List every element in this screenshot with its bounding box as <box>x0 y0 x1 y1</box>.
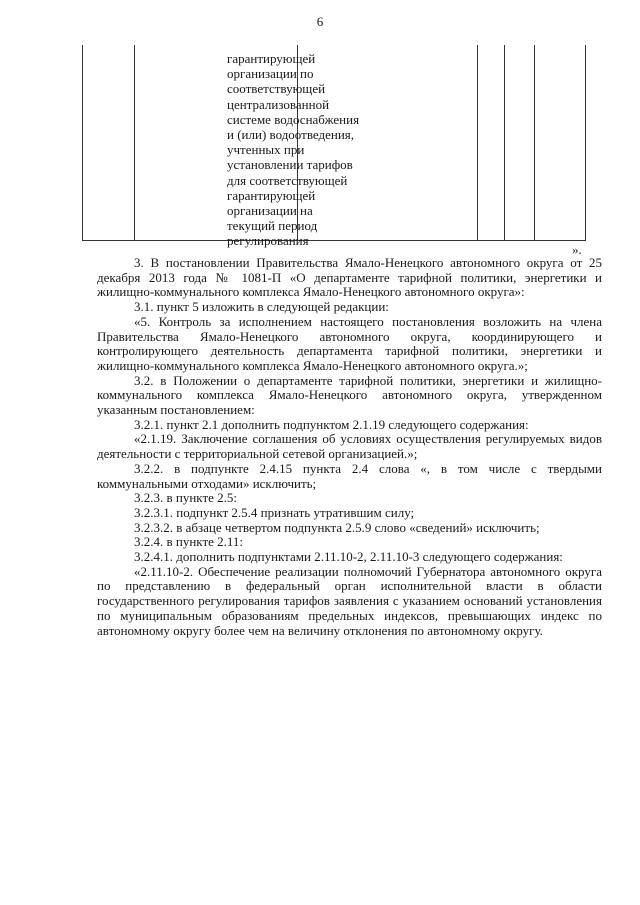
table-column-divider <box>534 45 535 240</box>
paragraph-3-2-2: 3.2.2. в подпункте 2.4.15 пункта 2.4 слова «, в том числе с твердыми коммунальными отходами» исключить; <box>97 460 602 491</box>
table-cell-line: регулирования <box>227 233 309 249</box>
table-cell-line: гарантирующей <box>227 51 316 66</box>
table-cell-line: учтенных при <box>227 142 305 158</box>
paragraph-3-2-3: 3.2.3. в пункте 2.5: <box>134 490 238 506</box>
table-cell-line: для соответствующей <box>227 172 348 188</box>
paragraph-3-2-4: 3.2.4. в пункте 2.11: <box>134 534 244 550</box>
table-cell-line: соответствующей <box>227 81 326 97</box>
table-cell-text <box>227 51 377 249</box>
table-cell-line: гарантирующей <box>227 187 316 203</box>
paragraph-3-2-3-1: 3.2.3.1. подпункт 2.5.4 признать утратившим силу; <box>134 504 415 520</box>
table-cell-line: организации по <box>227 66 314 82</box>
document-body <box>97 256 602 638</box>
table-column-divider <box>504 45 505 240</box>
paragraph-3-2-3-2: 3.2.3.2. в абзаце четвертом подпункта 2.5.9 слово «сведений» исключить; <box>134 519 540 535</box>
paragraph-3-1-quote: «5. Контроль за исполнением настоящего постановления возложить на члена Правительства Ямало-Ненецкого автономного округа, координирующего и контролирующего деятельность департамента тарифной политики, энергетики и жилищно-коммунального комплекса Ямало-Ненецкого автономного округа.»; <box>97 313 602 373</box>
paragraph-2-1-19-quote: «2.1.19. Заключение соглашения об условиях осуществления регулируемых видов деятельности с территориальной сетевой организацией.»; <box>97 431 602 462</box>
table-cell-line: централизованной <box>227 96 330 112</box>
table-cell-line: текущий период <box>227 218 318 234</box>
paragraph-3-2-4-1: 3.2.4.1. дополнить подпунктами 2.11.10-2, 2.11.10-3 следующего содержания: <box>134 549 563 565</box>
paragraph-3-2-1: 3.2.1. пункт 2.1 дополнить подпунктом 2.1.19 следующего содержания: <box>134 416 529 432</box>
table-column-divider <box>477 45 478 240</box>
table-cell-line: и (или) водоотведения, <box>227 127 355 143</box>
table-cell-line: организации на <box>227 203 313 219</box>
paragraph-3: 3. В постановлении Правительства Ямало-Ненецкого автономного округа от 25 декабря 2013 года № 1081-П «О департаменте тарифной политики, энергетики и жилищно-коммунального комплекса Ямало-Ненецкого автономного округа»: <box>97 255 602 300</box>
paragraph-3-1: 3.1. пункт 5 изложить в следующей редакции: <box>134 299 389 315</box>
table-column-divider <box>134 45 135 240</box>
quote-close-mark: ». <box>572 242 582 257</box>
table-fragment <box>82 45 586 249</box>
table-cell-line: системе водоснабжения <box>227 111 360 127</box>
table-cell-line: установлении тарифов <box>227 157 353 173</box>
paragraph-2-11-10-2-quote: «2.11.10-2. Обеспечение реализации полномочий Губернатора автономного округа по представлению в федеральный орган исполнительной власти в области государственного регулирования тарифов заявления с указанием оснований установления по муниципальным образованиям предельных индексов, превышающих индекс по автономному округу более чем на величину отклонения по автономному округу. <box>97 563 602 638</box>
paragraph-3-2: 3.2. в Положении о департаменте тарифной политики, энергетики и жилищно-коммунального комплекса Ямало-Ненецкого автономного округа, утвержденном указанным постановлением: <box>97 372 602 418</box>
page-number: 6 <box>316 14 324 29</box>
